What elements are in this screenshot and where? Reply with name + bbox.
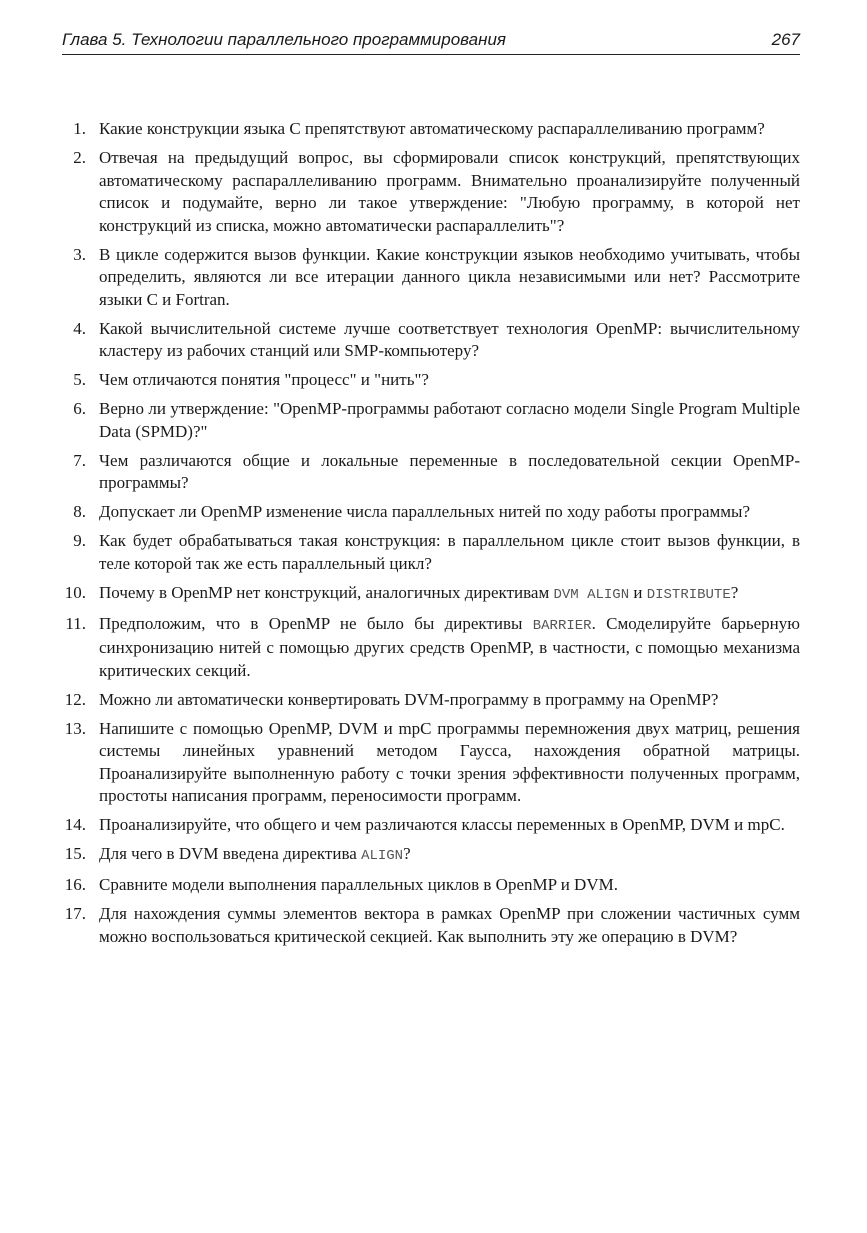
question-item: [62, 501, 800, 524]
question-number: 17.: [64, 904, 86, 923]
question-item: [62, 613, 800, 683]
question-text: . Смоделируйте барьерную синхронизацию нитей с помощью других средств OpenMP, в частности, с помощью механизма критических секций.: [99, 613, 800, 680]
question-text: Отвечая на предыдущий вопрос, вы сформировали список конструкций, препятствующих автоматическому распараллеливанию программ. Внимательно проанализируйте полученный список и подумайте, верно ли такое утверждение: "Любую программу, в которой нет конструкций из списка, можно автоматически распараллелить"?: [99, 148, 800, 235]
question-item: [62, 843, 800, 868]
question-number: 9.: [73, 531, 86, 550]
question-item: [62, 118, 800, 141]
question-item: [62, 874, 800, 897]
question-number: 12.: [64, 689, 86, 709]
question-number: 11.: [65, 613, 86, 633]
question-text: Напишите с помощью OpenMP, DVM и mpC программы перемножения двух матриц, решения системы линейных уравнений методом Гаусса, нахождения обратной матрицы. Проанализируйте выполненную работу с точки зрения эффективности полученных программ, простоты написания программ, переносимости программ.: [99, 718, 800, 805]
question-text: Почему в OpenMP нет конструкций, аналогичных директивам: [99, 582, 554, 602]
question-item: [62, 398, 800, 443]
question-item: [62, 903, 800, 948]
page-header: [62, 28, 800, 55]
question-item: [62, 689, 800, 712]
question-number: 7.: [73, 450, 86, 470]
question-item: [62, 244, 800, 312]
question-text: Чем различаются общие и локальные переменные в последовательной секции OpenMP-программы?: [99, 450, 800, 492]
question-item: [62, 530, 800, 575]
question-number: 4.: [73, 318, 86, 338]
question-text: Как будет обрабатываться такая конструкция: в параллельном цикле стоит вызов функции, в теле которой так же есть параллельный цикл?: [99, 531, 800, 573]
question-text: ?: [403, 844, 411, 863]
question-text: и: [629, 582, 647, 602]
question-number: 2.: [73, 148, 86, 167]
question-text: ?: [730, 582, 739, 602]
question-number: 3.: [73, 244, 86, 264]
code-term: DISTRIBUTE: [646, 586, 731, 603]
question-item: [62, 814, 800, 837]
question-number: 8.: [73, 502, 86, 521]
question-number: 14.: [64, 815, 86, 834]
chapter-title: Глава 5. Технологии параллельного программирования: [62, 30, 507, 49]
question-text: Для нахождения суммы элементов вектора в рамках OpenMP при сложении частичных сумм можно воспользоваться критической секцией. Как выполнить эту же операцию в DVM?: [99, 904, 800, 946]
question-item: [62, 318, 800, 363]
question-text: Сравните модели выполнения параллельных циклов в OpenMP и DVM.: [99, 875, 618, 894]
question-text: Можно ли автоматически конвертировать DVM-программу в программу на OpenMP?: [99, 689, 719, 709]
question-text: Верно ли утверждение: "OpenMP-программы работают согласно модели Single Program Multiple Data (SPMD)?": [99, 399, 800, 441]
question-item: [62, 718, 800, 808]
question-number: 13.: [64, 718, 86, 738]
code-term: BARRIER: [532, 617, 592, 634]
question-number: 1.: [73, 119, 86, 138]
code-term: DVM ALIGN: [553, 586, 630, 603]
code-term: ALIGN: [361, 848, 404, 864]
question-item: [62, 147, 800, 237]
question-text: В цикле содержится вызов функции. Какие конструкции языков необходимо учитывать, чтобы определить, являются ли все итерации данного цикла независимыми или нет? Рассмотрите языки C и Fortran.: [99, 244, 800, 309]
question-number: 6.: [73, 399, 86, 418]
question-item: [62, 450, 800, 495]
question-number: 10.: [64, 582, 86, 602]
question-list: [62, 118, 800, 955]
question-text: Чем отличаются понятия "процесс" и "нить"?: [99, 370, 429, 389]
question-number: 16.: [64, 875, 86, 894]
question-item: [62, 582, 800, 607]
question-item: [62, 369, 800, 392]
question-number: 15.: [64, 844, 86, 863]
question-text: Предположим, что в OpenMP не было бы директивы: [99, 613, 533, 633]
question-text: Проанализируйте, что общего и чем различаются классы переменных в OpenMP, DVM и mpC.: [99, 815, 785, 834]
page-number: 267: [771, 30, 800, 49]
question-text: Какой вычислительной системе лучше соответствует технология OpenMP: вычислительному кластеру из рабочих станций или SMP-компьютеру?: [99, 318, 800, 360]
question-number: 5.: [73, 370, 86, 389]
question-text: Допускает ли OpenMP изменение числа параллельных нитей по ходу работы программы?: [99, 502, 750, 521]
question-text: Для чего в DVM введена директива: [99, 844, 362, 863]
question-text: Какие конструкции языка C препятствуют автоматическому распараллеливанию программ?: [99, 119, 765, 138]
